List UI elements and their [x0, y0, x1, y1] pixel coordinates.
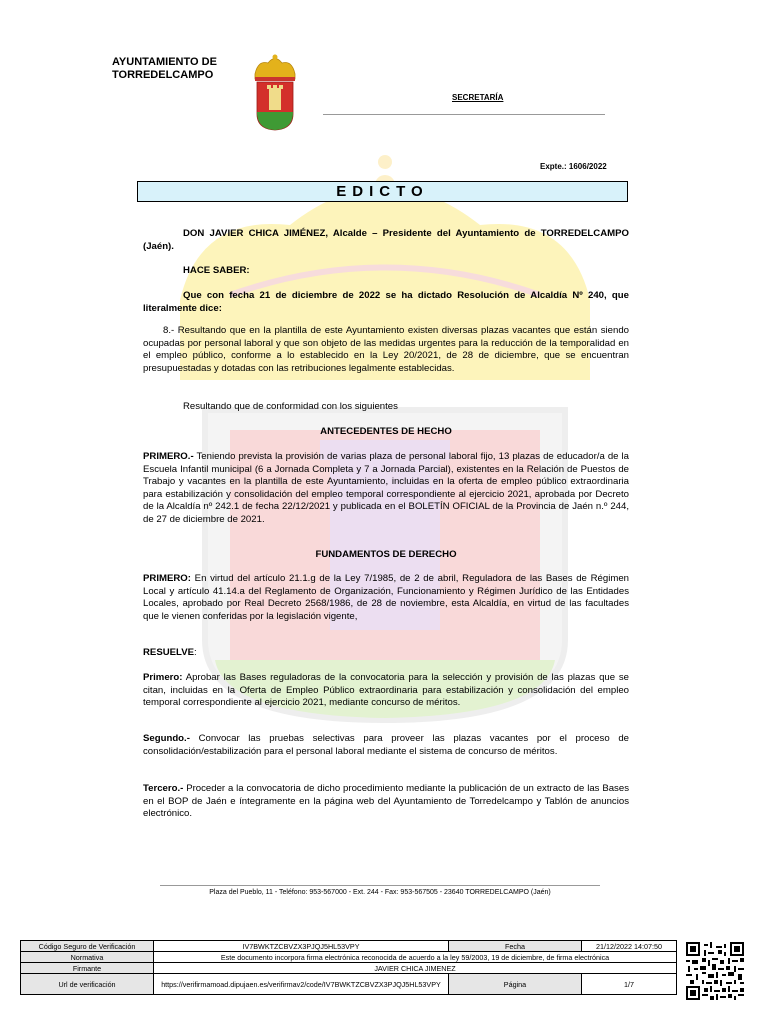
resuelve-primero-text: Aprobar las Bases reguladoras de la convocatoria para la selección y provisión de las plazas que se citan, incluidas en la Oferta de Empleo Público extraordinaria para estabilización y consolidación del empleo temporal correspondiente al ejercicio 2021, mediante concurso de méritos.	[143, 672, 629, 709]
fundamentos-primero-text: En virtud del artículo 21.1.g de la Ley 7/1985, de 2 de abril, Reguladora de las Bases de Régimen Local y artículo 41.14.a del Reglamento de Organización, Funcionamiento y Régimen Jurídico de las Entidades Locales, aprobado por Real Decreto 2568/1986, de 28 de noviembre, esta Alcaldía, en virtud de las facultades que le vienen conferidas por la legislación vigente,	[143, 573, 629, 622]
antecedentes-primero	[143, 451, 629, 527]
resolution-paragraph: Que con fecha 21 de diciembre de 2022 se ha dictado Resolución de Alcaldía Nº 240, que literalmente dice:	[143, 290, 629, 314]
resuelve-primero-label: Primero:	[143, 672, 183, 683]
fecha-value: 21/12/2022 14:07:50	[582, 941, 677, 952]
org-line-2: TORREDELCAMPO	[112, 69, 214, 81]
resuelve-primero	[143, 672, 629, 710]
org-line-1: AYUNTAMIENTO DE	[112, 56, 217, 68]
antecedentes-heading: ANTECEDENTES DE HECHO	[320, 426, 452, 437]
organization-name	[112, 56, 217, 82]
resuelve-colon: :	[194, 647, 197, 658]
resuelve-label: RESUELVE	[143, 647, 194, 658]
signature-verification-table	[20, 940, 677, 995]
hace-saber: HACE SABER:	[183, 265, 250, 276]
table-row	[21, 963, 677, 974]
fundamentos-heading: FUNDAMENTOS DE DERECHO	[315, 549, 457, 560]
footer-address: Plaza del Pueblo, 11 - Teléfono: 953-567000 - Ext. 244 - Fax: 953-567505 - 23640 TORREDELCAMPO (Jaén)	[209, 889, 551, 896]
footer-divider	[160, 885, 600, 886]
csv-label: Código Seguro de Verificación	[21, 941, 154, 952]
normativa-value: Este documento incorpora firma electrónica reconocida de acuerdo a la ley 59/2003, 19 de diciembre, de firma electrónica	[154, 952, 677, 963]
file-number: Expte.: 1606/2022	[540, 162, 607, 171]
normativa-label: Normativa	[21, 952, 154, 963]
pagina-value: 1/7	[582, 974, 677, 995]
resuelve-segundo-text: Convocar las pruebas selectivas para proveer las plazas vacantes por el proceso de consolidación/estabilización para el personal laboral mediante el sistema de concurso de méritos.	[143, 733, 629, 757]
pagina-label: Página	[449, 974, 582, 995]
document-title: EDICTO	[137, 181, 628, 202]
resuelve-tercero-label: Tercero.-	[143, 783, 184, 794]
firmante-value: JAVIER CHICA JIMENEZ	[154, 963, 677, 974]
fecha-label: Fecha	[449, 941, 582, 952]
header-divider	[323, 114, 605, 115]
coat-of-arms-icon	[252, 54, 298, 132]
qr-code-icon	[686, 942, 744, 1000]
resuelve-segundo-label: Segundo.-	[143, 733, 190, 744]
csv-value: IV7BWKTZCBVZX3PJQJ5HL53VPY	[154, 941, 449, 952]
intro-paragraph: DON JAVIER CHICA JIMÉNEZ, Alcalde – Presidente del Ayuntamiento de TORREDELCAMPO (Jaén).	[143, 228, 629, 252]
resuelve-segundo	[143, 733, 629, 758]
firmante-label: Firmante	[21, 963, 154, 974]
table-row	[21, 974, 677, 995]
fundamentos-primero	[143, 573, 629, 623]
resuelve-tercero	[143, 783, 629, 821]
url-label: Url de verificación	[21, 974, 154, 995]
table-row	[21, 941, 677, 952]
paragraph-8: 8.- Resultando que en la plantilla de este Ayuntamiento existen diversas plazas vacantes que están siendo ocupadas por personal laboral y que son objeto de las medidas urgentes para la reducción de la temporalidad en el empleo público, conforme a lo establecido en la Ley 20/2021, de 28 de diciembre, que se encuentran presupuestadas y dotadas con las retribuciones legalmente establecidas.	[143, 325, 629, 374]
resultando-line: Resultando que de conformidad con los siguientes	[183, 401, 398, 412]
antecedentes-primero-label: PRIMERO.-	[143, 451, 194, 462]
antecedentes-primero-text: Teniendo prevista la provisión de varias plaza de personal laboral fijo, 13 plazas de educador/a de la Escuela Infantil municipal (6 a Jornada Completa y 7 a Jornada Parcial), existentes en la Relación de Puestos de Trabajo y vacantes en la plantilla de este Ayuntamiento, incluidas en la oferta de empleo público extraordinaria para estabilización y consolidación del empleo temporal correspondiente al ejercicio 2021, aprobada por Decreto de la Alcaldía nº 242.1 de fecha 22/12/2021 y publicada en el BOLETÍN OFICIAL de la Provincia de Jaén n.º 244, de 27 de diciembre de 2021.	[143, 451, 629, 525]
resuelve-heading	[143, 647, 629, 660]
url-value[interactable]: https://verifirmamoad.dipujaen.es/verifirmav2/code/IV7BWKTZCBVZX3PJQJ5HL53VPY	[154, 974, 449, 995]
fundamentos-primero-label: PRIMERO:	[143, 573, 191, 584]
department-label: SECRETARÍA	[452, 93, 504, 102]
resuelve-tercero-text: Proceder a la convocatoria de dicho procedimiento mediante la publicación de un extracto de las Bases en el BOP de Jaén e íntegramente en la página web del Ayuntamiento de Torredelcampo y Tablón de anuncios electrónico.	[143, 783, 629, 820]
table-row	[21, 952, 677, 963]
